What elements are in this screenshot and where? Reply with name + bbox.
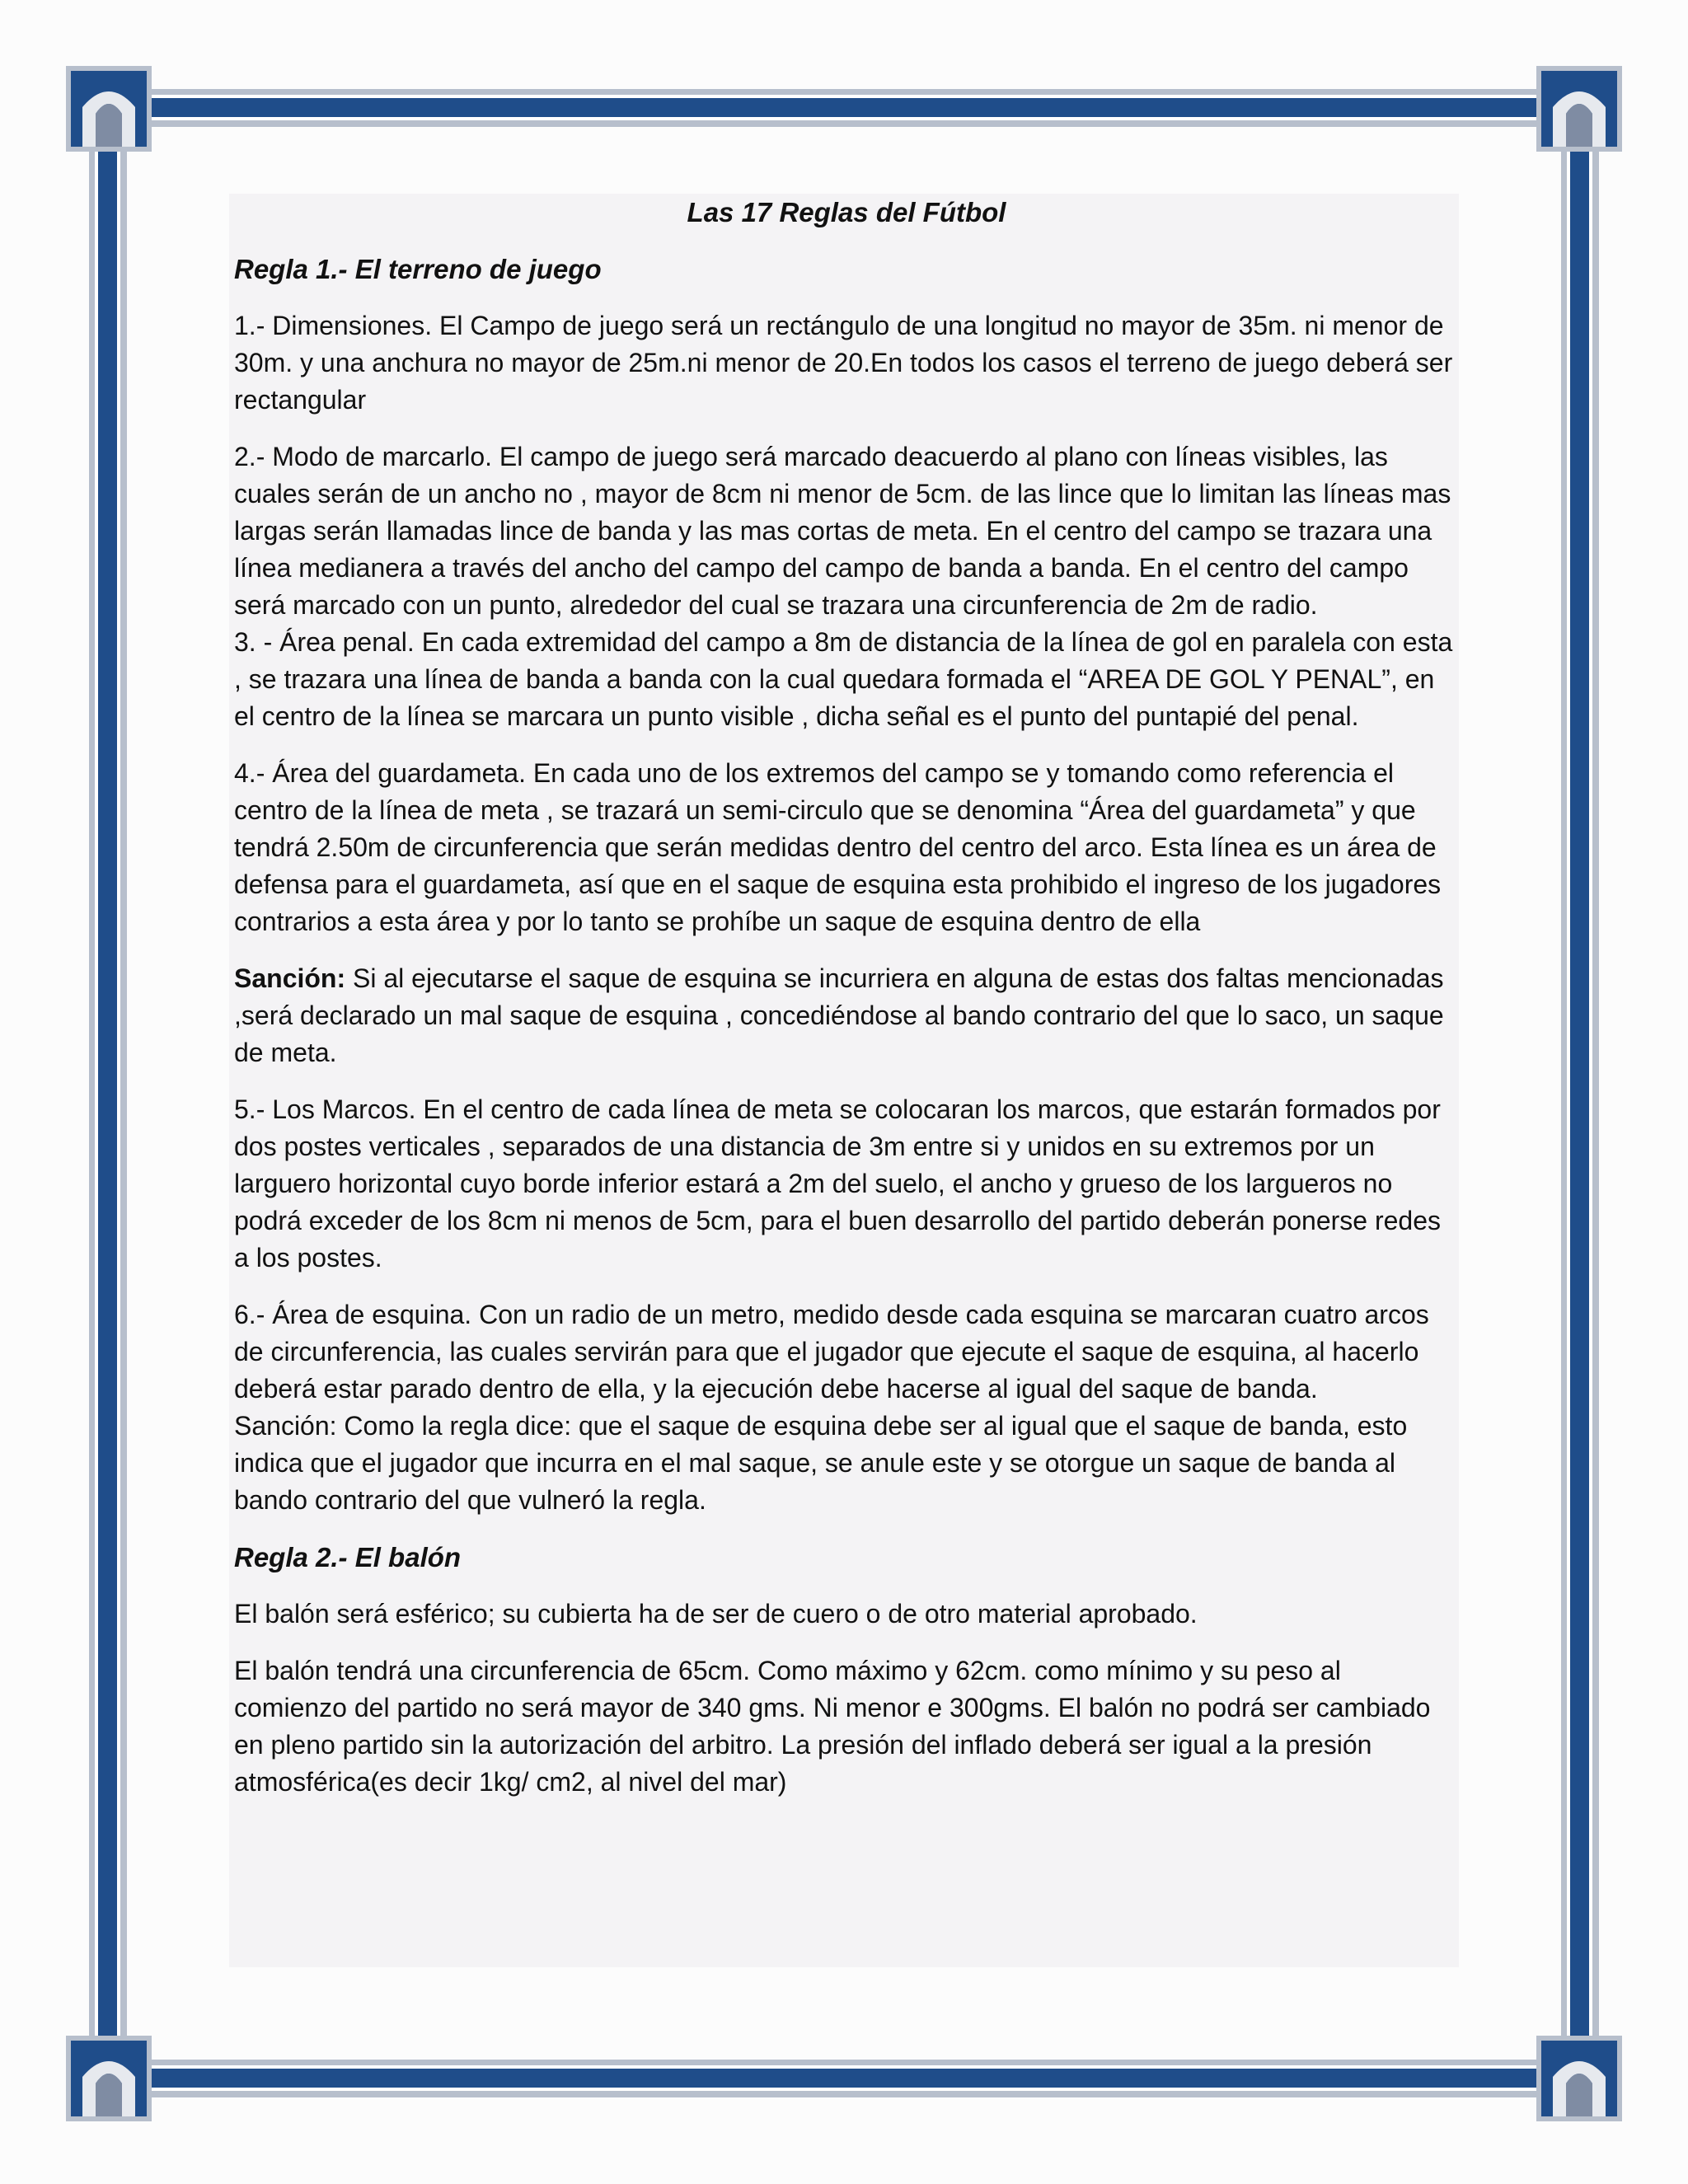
- frame-right-bar: [1561, 124, 1599, 2060]
- frame-bottom-bar: [124, 2060, 1564, 2097]
- frame-left-bar: [89, 124, 127, 2060]
- rule-2-ball-material: El balón será esférico; su cubierta ha de ser de cuero o de otro material aprobado.: [234, 1599, 1198, 1629]
- rule-1-heading: Regla 1.- El terreno de juego: [234, 254, 602, 284]
- document-title: Las 17 Reglas del Fútbol: [687, 197, 1006, 227]
- rule-1-goals: 5.- Los Marcos. En el centro de cada línea de meta se colocaran los marcos, que estarán formados por dos postes verticales , separados de una distancia de 3m entre si y unidos en su extremos por un larguero horizontal cuyo borde inferior estará a 2m del suelo, el ancho y grueso de los largueros no podrá exceder de los 8cm ni menos de 5cm, para el buen desarrollo del partido deberán ponerse redes a los postes.: [234, 1094, 1441, 1272]
- frame-corner-bottom-right-icon: [1536, 2036, 1622, 2121]
- frame-corner-top-right-icon: [1536, 66, 1622, 152]
- rule-1-corner-sanction: Sanción: Como la regla dice: que el saque de esquina debe ser al igual que el saque de banda, esto indica que el jugador que incurra en el mal saque, se anule este y se otorgue un saque de banda al bando contrario del que vulneró la regla.: [234, 1411, 1408, 1515]
- rule-1-penalty-area: 3. - Área penal. En cada extremidad del campo a 8m de distancia de la línea de gol en paralela con esta , se trazara una línea de banda a banda con la cual quedara formada el “AREA DE GOL Y PENAL”, en el centro de la línea se marcara un punto visible , dicha señal es el punto del puntapié del penal.: [234, 627, 1453, 731]
- frame-top-bar: [124, 89, 1564, 127]
- rule-1-goalkeeper-area: 4.- Área del guardameta. En cada uno de los extremos del campo se y tomando como referencia el centro de la línea de meta , se trazará un semi-circulo que se denomina “Área del guardameta” y que tendrá 2.50m de circunferencia que serán medidas dentro del centro del arco. Esta línea es un área de defensa para el guardameta, así que en el saque de esquina esta prohibido el ingreso de los jugadores contrarios a esta área y por lo tanto se prohíbe un saque de esquina dentro de ella: [234, 758, 1442, 936]
- sanction-label: Sanción:: [234, 963, 346, 993]
- rule-2-heading: Regla 2.- El balón: [234, 1542, 462, 1572]
- rule-1-marking: 2.- Modo de marcarlo. El campo de juego será marcado deacuerdo al plano con líneas visibles, las cuales serán de un ancho no , mayor de 8cm ni menor de 5cm. de las lince que lo limitan las líneas mas largas serán llamadas lince de banda y las mas cortas de meta. En el centro del campo se trazara una línea medianera a través del ancho del campo del campo de banda a banda. En el centro del campo será marcado con un punto, alrededor del cual se trazara una circunferencia de 2m de radio.: [234, 442, 1451, 620]
- frame-corner-bottom-left-icon: [66, 2036, 152, 2121]
- rule-1-dimensions: 1.- Dimensiones. El Campo de juego será un rectángulo de una longitud no mayor de 35m. ni menor de 30m. y una anchura no mayor de 25m.ni menor de 20.En todos los casos el terreno de juego deberá ser rectangular: [234, 311, 1453, 415]
- rule-1-corner-area: 6.- Área de esquina. Con un radio de un metro, medido desde cada esquina se marcaran cuatro arcos de circunferencia, las cuales servirán para que el jugador que ejecute el saque de esquina, al hacerlo deberá estar parado dentro de ella, y la ejecución debe hacerse al igual del saque de banda.: [234, 1300, 1429, 1404]
- sanction-text: Si al ejecutarse el saque de esquina se incurriera en alguna de estas dos faltas mencionadas ,será declarado un mal saque de esquina , concediéndose al bando contrario del que lo saco, un saque de meta.: [234, 963, 1444, 1067]
- frame-corner-top-left-icon: [66, 66, 152, 152]
- document-content: [234, 194, 1459, 1801]
- rule-2-ball-size: El balón tendrá una circunferencia de 65cm. Como máximo y 62cm. como mínimo y su peso al comienzo del partido no será mayor de 340 gms. Ni menor e 300gms. El balón no podrá ser cambiado en pleno partido sin la autorización del arbitro. La presión del inflado deberá ser igual a la presión atmosférica(es decir 1kg/ cm2, al nivel del mar): [234, 1656, 1431, 1797]
- rule-1-sanction: [234, 960, 1459, 1071]
